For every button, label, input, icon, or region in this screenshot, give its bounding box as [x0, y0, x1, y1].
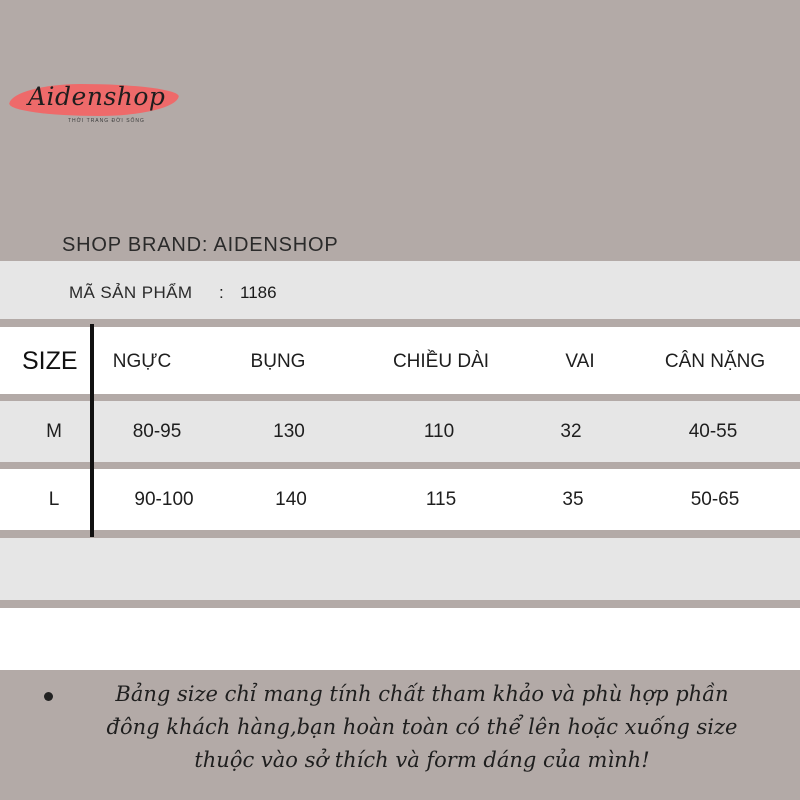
- cell-can-nang: 50-65: [690, 489, 740, 510]
- cell-nguc: 80-95: [132, 421, 182, 442]
- table-row: [0, 401, 800, 462]
- column-header-vai: VAI: [565, 351, 595, 372]
- size-note-line: đông khách hàng,bạn hoàn toàn có thể lên hoặc xuống size: [106, 715, 738, 739]
- cell-nguc: 90-100: [134, 489, 194, 510]
- product-code-row: [0, 261, 800, 319]
- table-row: [0, 469, 800, 530]
- column-header-can-nang: CÂN NẶNG: [664, 351, 766, 372]
- cell-vai: 35: [562, 489, 584, 510]
- column-header-bung: BỤNG: [250, 351, 306, 372]
- row-size: M: [46, 421, 62, 442]
- size-note-line: thuộc vào sở thích và form dáng của mình!: [194, 748, 650, 772]
- cell-bung: 140: [275, 489, 307, 510]
- cell-bung: 130: [273, 421, 305, 442]
- cell-vai: 32: [560, 421, 582, 442]
- size-column-divider: [90, 324, 94, 537]
- bullet-icon: [44, 692, 53, 701]
- product-code-separator: :: [219, 283, 224, 302]
- cell-chieu-dai: 110: [423, 421, 455, 442]
- column-header-chieu-dai: CHIỀU DÀI: [392, 351, 490, 372]
- empty-table-row: [0, 538, 800, 600]
- shop-brand-line: SHOP BRAND: AIDENSHOP: [62, 234, 339, 256]
- cell-can-nang: 40-55: [688, 421, 738, 442]
- cell-chieu-dai: 115: [425, 489, 457, 510]
- logo-tagline: THỜI TRANG ĐỜI SỐNG: [68, 118, 145, 124]
- table-header-row: [0, 327, 800, 394]
- product-code-value: 1186: [240, 283, 277, 302]
- empty-table-row: [0, 608, 800, 670]
- size-note-text: [62, 678, 782, 777]
- size-note-line: Bảng size chỉ mang tính chất tham khảo và phù hợp phần: [115, 682, 729, 706]
- logo-text: Aidenshop: [28, 82, 166, 111]
- shop-logo: [10, 78, 180, 128]
- column-header-nguc: NGỰC: [112, 351, 172, 372]
- product-code-label: MÃ SẢN PHẨM: [69, 283, 193, 302]
- size-column-header: SIZE: [22, 347, 78, 375]
- row-size: L: [48, 489, 60, 510]
